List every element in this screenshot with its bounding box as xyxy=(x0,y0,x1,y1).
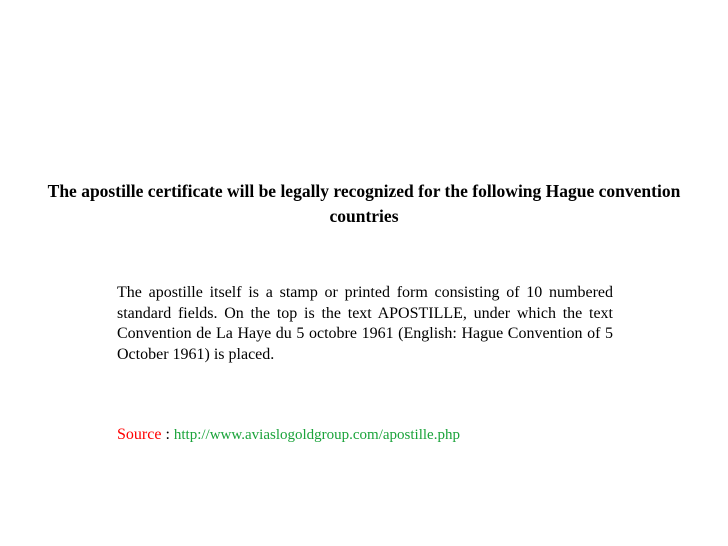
body-paragraph: The apostille itself is a stamp or printed form consisting of 10 numbered standard fields. On the top is the text APOSTILLE, under which the text Convention de La Haye du 5 octobre 1961 (English: Hague Convention of 5 October 1961) is placed. xyxy=(117,284,613,363)
source-separator: : xyxy=(161,426,174,443)
source-line xyxy=(117,425,677,445)
source-link[interactable]: http://www.aviaslogoldgroup.com/apostille.php xyxy=(173,427,460,443)
source-label: Source xyxy=(117,426,162,443)
slide-title: The apostille certificate will be legally recognized for the following Hague convention countries xyxy=(47,181,681,226)
